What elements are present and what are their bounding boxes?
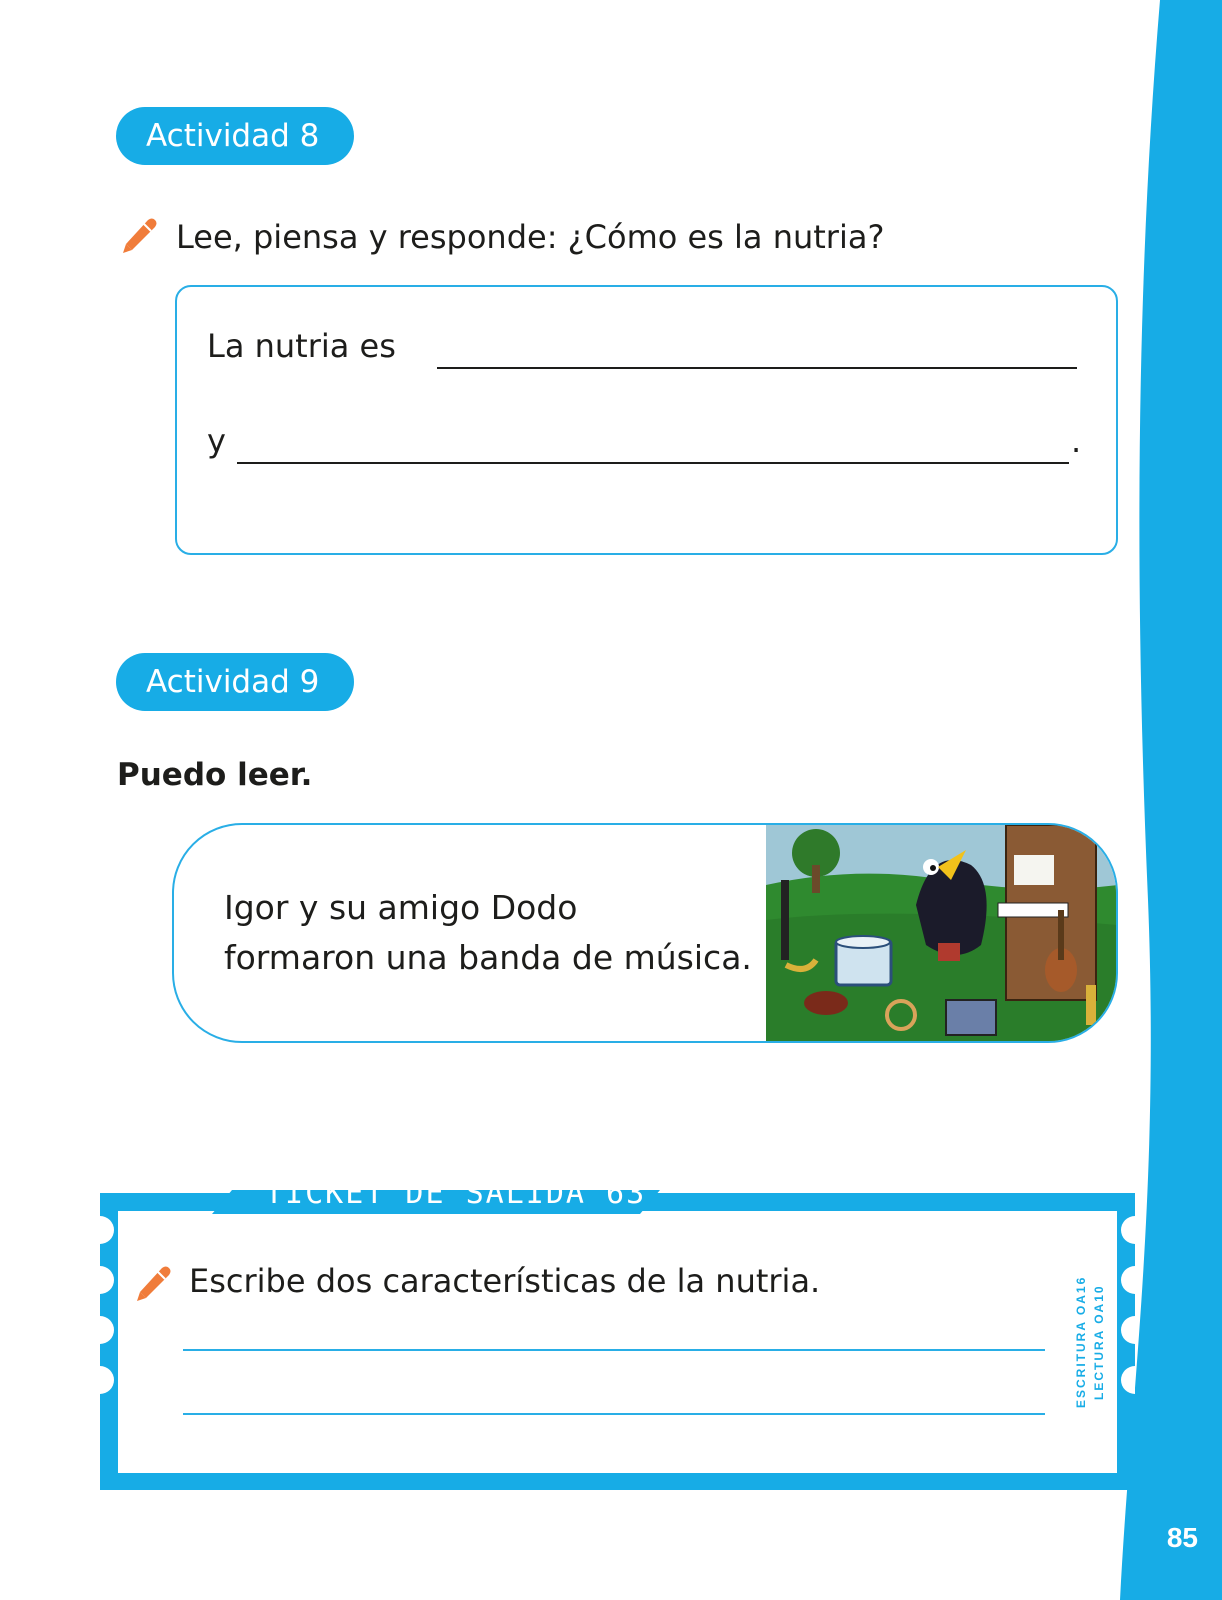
reading-line-2: formaron una banda de música. — [224, 938, 752, 977]
page-number: 85 — [1166, 1522, 1198, 1553]
activity-9-subtitle: Puedo leer. — [117, 757, 313, 793]
ticket-code-reading: LECTURA OA10 — [1092, 1284, 1106, 1400]
activity-8-instruction: Lee, piensa y responde: ¿Cómo es la nutria? — [176, 218, 885, 256]
ticket-frame — [100, 1190, 1135, 1490]
band-illustration — [766, 825, 1118, 1043]
ticket-instruction: Escribe dos características de la nutria. — [189, 1262, 821, 1300]
activity-9-badge: Actividad 9 — [116, 653, 354, 711]
activity-8-badge: Actividad 8 — [116, 107, 354, 165]
answer-line-2[interactable] — [237, 462, 1069, 464]
reading-box — [172, 823, 1118, 1043]
ticket-line-1[interactable] — [183, 1349, 1045, 1351]
answer-line-1-prefix: La nutria es — [207, 327, 396, 365]
answer-line-2-prefix: y — [207, 422, 226, 460]
pencil-icon — [132, 1260, 176, 1304]
answer-line-1[interactable] — [437, 367, 1077, 369]
reading-line-1: Igor y su amigo Dodo — [224, 888, 578, 927]
answer-box — [175, 285, 1118, 555]
ticket-line-2[interactable] — [183, 1413, 1045, 1415]
reading-text — [224, 883, 752, 983]
side-band — [1120, 0, 1222, 1600]
answer-line-2-suffix: . — [1071, 422, 1082, 460]
ticket-title: TICKET DE SALIDA 63 — [265, 1176, 647, 1211]
ticket-code-writing: ESCRITURA OA16 — [1074, 1275, 1088, 1408]
pencil-icon — [118, 212, 162, 256]
